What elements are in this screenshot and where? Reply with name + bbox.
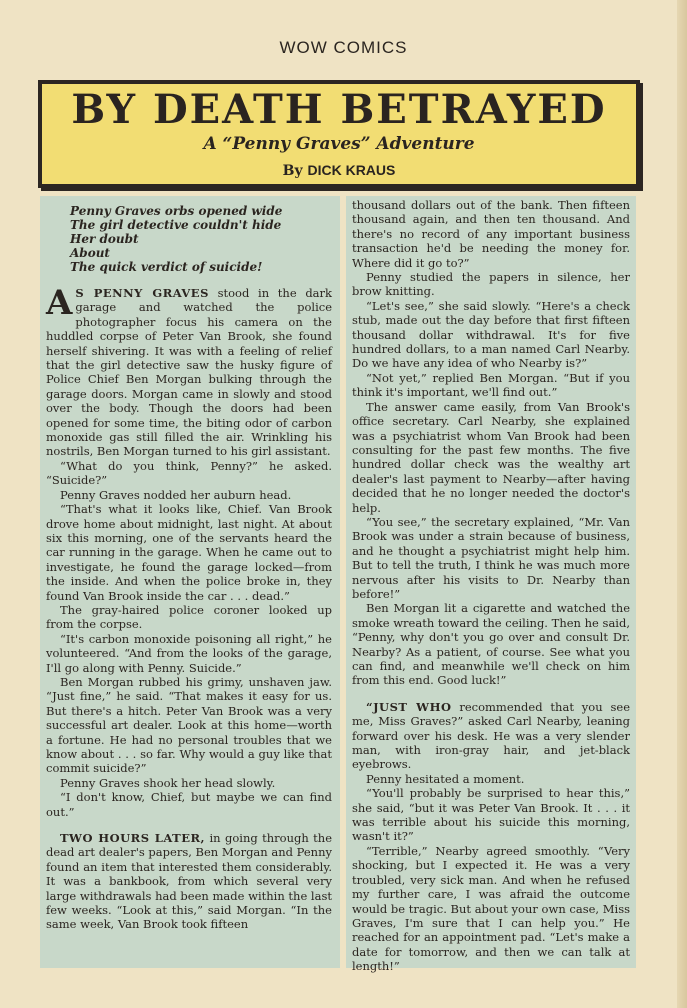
paragraph: “It's carbon monoxide poisoning all right,” he volunteered. “And from the looks of the garage, I'll go along with Penny. Suicide.”	[46, 631, 332, 675]
section-lead-in: TWO HOURS LATER,	[60, 831, 206, 846]
section-break	[352, 688, 630, 700]
paragraph: Penny Graves nodded her auburn head.	[60, 487, 292, 502]
byline-prefix: By	[282, 163, 303, 179]
story-title: BY DEATH BETRAYED	[71, 86, 607, 133]
lead-in: S PENNY GRAVES	[75, 286, 209, 300]
intro-line: The girl detective couldn't hide	[70, 218, 282, 232]
intro-line: Penny Graves orbs opened wide	[70, 204, 283, 218]
section-paragraph	[46, 831, 332, 932]
intro-line: The quick verdict of suicide!	[70, 260, 263, 274]
page-edge	[677, 0, 687, 1008]
section-break	[46, 819, 332, 831]
paragraph: Penny studied the papers in silence, her brow knitting.	[352, 270, 630, 299]
paragraph: “I don't know, Chief, but maybe we can find out.”	[46, 790, 332, 819]
paragraph: Penny hesitated a moment.	[366, 771, 525, 786]
section-lead-in: “JUST WHO	[366, 699, 452, 714]
byline	[42, 162, 636, 179]
section-paragraph	[352, 700, 630, 772]
paragraph: Ben Morgan lit a cigarette and watched the smoke wreath toward the ceiling. Then he said, “Penny, why don't you go over and consult Dr. Nearby? As a patient, of course. See what you can find, and meanwhile we'll check on him from this end. Good luck!”	[352, 601, 630, 688]
title-banner	[38, 80, 640, 188]
paragraph: “Let's see,” she said slowly. “Here's a check stub, made out the day before that first fifteen thousand dollar withdrawal. It's for five hundred dollars, to a man named Carl Nearby. Do we have any idea of who Nearby is?”	[352, 298, 630, 371]
author-name: DICK KRAUS	[307, 162, 396, 178]
section-text: recommended that you see me, Miss Graves?” asked Carl Nearby, leaning forward over his desk. He was a very slender man, with iron-gray hair, and jet-black eyebrows.	[352, 699, 631, 772]
paragraph: thousand dollars out of the bank. Then fifteen thousand again, and then ten thousand. And there's no record of any important business transaction he'd be needing the money for. Where did it go to?”	[352, 198, 630, 270]
paragraph: “What do you think, Penny?” he asked. “Suicide?”	[46, 458, 332, 488]
drop-cap: A	[46, 283, 73, 323]
intro-line: About	[70, 246, 110, 260]
intro-verse	[46, 204, 332, 274]
paragraph: The gray-haired police coroner looked up from the corpse.	[46, 602, 332, 632]
right-column	[346, 196, 636, 974]
story-subtitle: A “Penny Graves” Adventure	[203, 134, 475, 154]
opening-text: stood in the dark garage and watched the police photographer focus his camera on the huddled corpse of Peter Van Brook, she found herself shivering. It was with a feeling of relief that the girl detective saw the husky figure of Police Chief Ben Morgan bulking through the garage doors. Morgan came in slowly and stood over the body. Though the doors had been opened for some time, the biting odor of carbon monoxide gas still filled the air. Wrinkling his nostrils, Ben Morgan turned to his girl assistant.	[46, 286, 333, 459]
paragraph: “That's what it looks like, Chief. Van Brook drove home about midnight, last night. At about six this morning, one of the servants heard the car running in the garage. When he came out to investigate, he found the garage locked—from the inside. And when the police broke in, they found Van Brook inside the car . . . dead.”	[46, 502, 332, 603]
left-column	[40, 196, 340, 968]
section-text: in going through the dead art dealer's papers, Ben Morgan and Penny found an item that interested them considerably. It was a bankbook, from which several very large withdrawals had been made within the last few weeks. “Look at this,” said Morgan. “In the same week, Van Brook took fifteen	[46, 831, 332, 932]
opening-paragraph	[46, 283, 333, 459]
paragraph: “You'll probably be surprised to hear this,” she said, “but it was Peter Van Brook. It . . . it was terrible about his suicide this morning, wasn't it?”	[352, 786, 630, 844]
paragraph: “You see,” the secretary explained, “Mr. Van Brook was under a strain because of business, and he thought a psychiatrist might help him. But to tell the truth, I think he was much more nervous after his visits to Dr. Nearby than before!”	[352, 514, 630, 601]
magazine-header: WOW COMICS	[279, 38, 408, 57]
paragraph: “Not yet,” replied Ben Morgan. “But if you think it's important, we'll find out.”	[352, 370, 630, 400]
paragraph: “Terrible,” Nearby agreed smoothly. “Very shocking, but I expected it. He was a very troubled, very sick man. And when he refused my further care, I was afraid the outcome would be tragic. But about your own case, Miss Graves, I'm sure that I can help you.” He reached for an appointment pad. “Let's make a date for tomorrow, and then we can talk at length!”	[352, 843, 630, 974]
paragraph: The answer came easily, from Van Brook's office secretary. Carl Nearby, she explained was a psychiatrist whom Van Brook had been consulting for the past few months. The five hundred dollar check was the wealthy art dealer's last payment to Nearby—after having decided that he no longer needed the doctor's help.	[352, 399, 630, 515]
paragraph: Ben Morgan rubbed his grimy, unshaven jaw. “Just fine,” he said. “That makes it easy for us. But there's a hitch. Peter Van Brook was a very successful art dealer. Look at this home—worth a fortune. He had no personal troubles that we know about . . . so far. Why would a guy like that commit suicide?”	[46, 674, 332, 776]
intro-line: Her doubt	[70, 232, 139, 246]
paragraph: Penny Graves shook her head slowly.	[60, 775, 276, 790]
